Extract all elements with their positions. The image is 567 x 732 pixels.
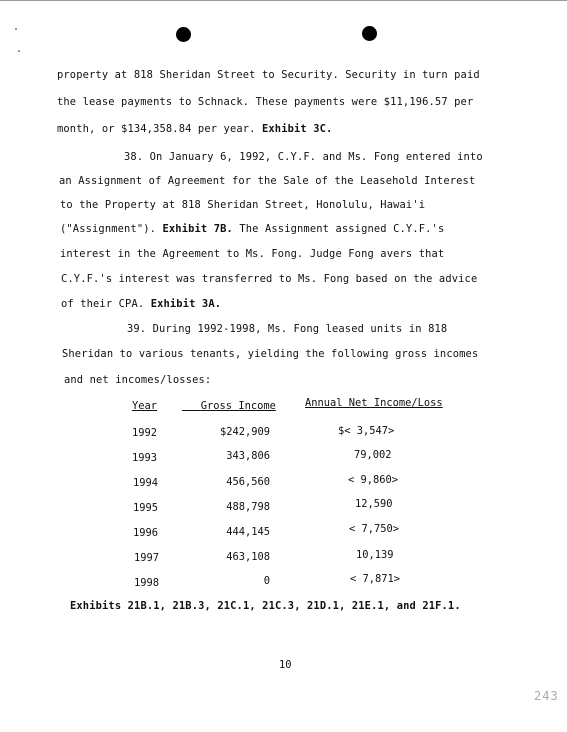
cell-gross: 444,145 — [226, 526, 270, 538]
cell-year: 1996 — [133, 527, 159, 539]
paragraph-line: 39. During 1992-1998, Ms. Fong leased units in 818 — [127, 323, 448, 335]
paragraph-line: C.Y.F.'s interest was transferred to Ms. Fong based on the advice — [61, 273, 478, 285]
cell-year: 1998 — [134, 577, 160, 589]
cell-year: 1994 — [133, 477, 159, 489]
cell-year: 1992 — [132, 427, 158, 439]
paragraph-line: 38. On January 6, 1992, C.Y.F. and Ms. Fong entered into — [124, 151, 483, 163]
cell-net: 10,139 — [356, 549, 394, 561]
scan-speck — [15, 28, 17, 30]
table-header-gross-income — [182, 400, 276, 412]
cell-year: 1997 — [134, 552, 160, 564]
paragraph-line: property at 818 Sheridan Street to Security. Security in turn paid — [57, 69, 480, 81]
cell-net: < 7,871> — [350, 573, 401, 585]
cell-gross: 463,108 — [226, 551, 270, 563]
table-header-year: Year — [132, 400, 158, 412]
cell-gross: 0 — [263, 575, 270, 587]
table-header-net-income: Annual Net Income/Loss — [305, 397, 443, 409]
cell-year: 1995 — [133, 502, 159, 514]
paragraph-line — [61, 298, 221, 310]
cell-net: 12,590 — [355, 498, 393, 510]
cell-net: 79,002 — [354, 449, 392, 461]
paragraph-line: interest in the Agreement to Ms. Fong. Judge Fong avers that — [60, 248, 445, 260]
exhibit-ref: Exhibit 3A. — [150, 298, 222, 310]
cell-gross: 488,798 — [226, 501, 270, 513]
header-text: Gross Income — [200, 400, 276, 412]
paragraph-line — [57, 123, 332, 135]
text-span: The Assignment assigned C.Y.F.'s — [232, 223, 445, 235]
scan-speck — [18, 50, 20, 52]
text-span: of their CPA. — [61, 298, 151, 310]
paragraph-line: to the Property at 818 Sheridan Street, Honolulu, Hawai'i — [60, 199, 426, 211]
exhibits-reference: Exhibits 21B.1, 21B.3, 21C.1, 21C.3, 21D.1, 21E.1, and 21F.1. — [70, 600, 461, 612]
exhibit-ref: Exhibit 3C. — [261, 123, 333, 135]
cell-gross: 456,560 — [226, 476, 270, 488]
paragraph-line: Sheridan to various tenants, yielding the following gross incomes — [62, 348, 479, 360]
bates-stamp: 243 — [534, 689, 559, 703]
punch-hole-right — [362, 26, 377, 41]
punch-hole-left — [176, 27, 191, 42]
paragraph-line: the lease payments to Schnack. These payments were $11,196.57 per — [57, 96, 474, 108]
paragraph-line: and net incomes/losses: — [64, 374, 212, 386]
cell-gross: $242,909 — [219, 426, 270, 438]
cell-net: < 9,860> — [348, 474, 399, 486]
top-edge-rule — [0, 0, 567, 1]
page-number: 10 — [279, 659, 292, 671]
cell-net: $< 3,547> — [338, 425, 395, 437]
text-span: month, or $134,358.84 per year. — [57, 123, 262, 135]
paragraph-line: an Assignment of Agreement for the Sale of the Leasehold Interest — [59, 175, 476, 187]
text-span: ("Assignment"). — [60, 223, 163, 235]
cell-gross: 343,806 — [226, 450, 270, 462]
exhibit-ref: Exhibit 7B. — [162, 223, 233, 235]
cell-year: 1993 — [132, 452, 158, 464]
cell-net: < 7,750> — [349, 523, 400, 535]
paragraph-line — [60, 223, 444, 235]
